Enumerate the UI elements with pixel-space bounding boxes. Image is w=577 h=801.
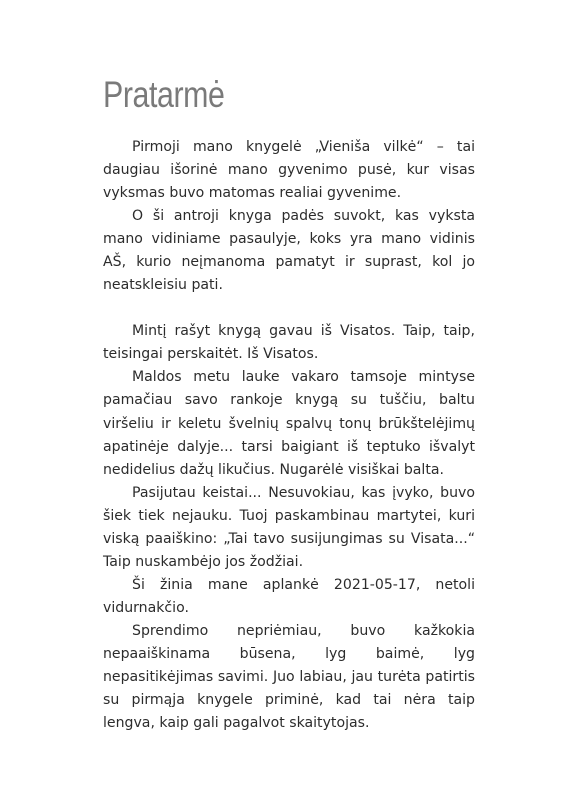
paragraph: O ši antroji knyga padės suvokt, kas vyksta mano vidiniame pasaulyje, koks yra mano vidinis AŠ, kurio neįmanoma pamatyt ir suprast, kol jo neatskleisiu pati. xyxy=(103,208,475,294)
paragraph: Pasijutau keistai... Nesuvokiau, kas įvyko, buvo šiek tiek nejauku. Tuoj paskambinau martytei, kuri viską paaiškino: „Tai tavo susijungimas su Visata...“ Taip nuskambėjo jos žodžiai. xyxy=(103,484,475,570)
paragraph: Maldos metu lauke vakaro tamsoje mintyse pamačiau savo rankoje knygą su tuščiu, baltu viršeliu ir keletu švelnių spalvų tonų brūkštelėjimų apatinėje dalyje... tarsi baigiant iš teptuko išvalyt nedidelius dažų likučius. Nugarėlė visiškai balta. xyxy=(103,369,475,478)
chapter-title: Pratarmė xyxy=(103,74,225,115)
paragraph: Sprendimo nepriėmiau, buvo kažkokia nepaaiškinama būsena, lyg baimė, lyg nepasitikėjimas savimi. Juo labiau, jau turėta patirtis su pirmąja knygele priminė, kad tai nėra taip lengva, kaip gali pagalvot skaitytojas. xyxy=(103,622,475,732)
chapter-body xyxy=(103,136,475,735)
paragraph: Mintį rašyt knygą gavau iš Visatos. Taip, taip, teisingai perskaitėt. Iš Visatos. xyxy=(103,323,475,363)
paragraph: Ši žinia mane aplankė 2021-05-17, netoli vidurnakčio. xyxy=(103,576,475,616)
paragraph: Pirmoji mano knygelė „Vienišа vilkė“ – tai daugiau išorinė mano gyvenimo pusė, kur visas vyksmas buvo matomas realiai gyvenime. xyxy=(103,139,475,202)
